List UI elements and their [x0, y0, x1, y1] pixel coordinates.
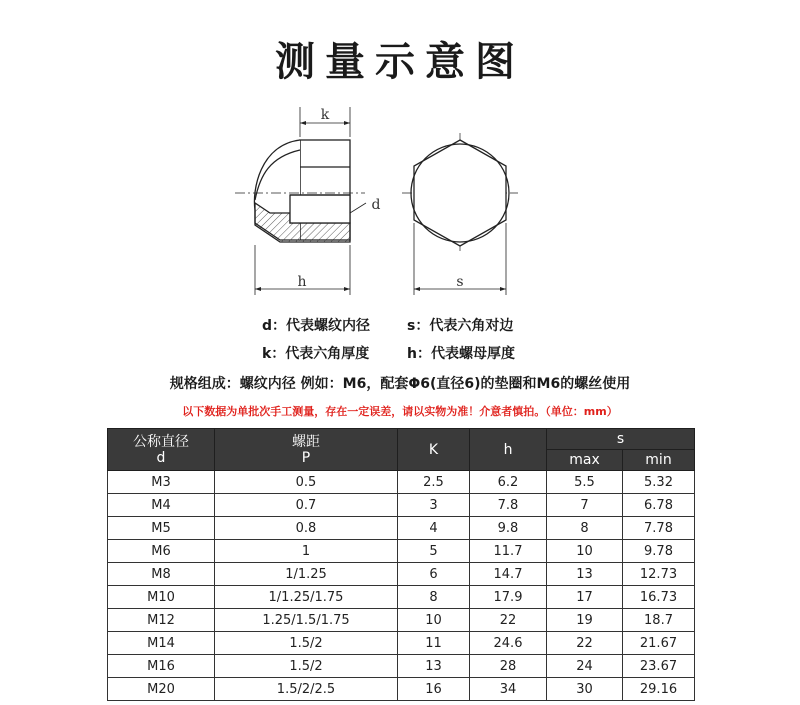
- cell-s-max: 13: [547, 563, 623, 586]
- cell-k: 5: [398, 540, 470, 563]
- table-row: [108, 586, 695, 609]
- cell-s-max: 5.5: [547, 471, 623, 494]
- header-s-max: max: [547, 450, 623, 471]
- cell-k: 2.5: [398, 471, 470, 494]
- table-row: [108, 632, 695, 655]
- table-row: [108, 678, 695, 701]
- cell-k: 11: [398, 632, 470, 655]
- header-p-cn: 螺距: [292, 433, 320, 450]
- cell-h: 9.8: [470, 517, 547, 540]
- cell-s-min: 12.73: [623, 563, 695, 586]
- cell-pitch: 0.7: [215, 494, 398, 517]
- cell-diameter: M3: [108, 471, 215, 494]
- cell-s-min: 6.78: [623, 494, 695, 517]
- cell-s-max: 17: [547, 586, 623, 609]
- cell-pitch: 1.5/2: [215, 632, 398, 655]
- cell-s-min: 23.67: [623, 655, 695, 678]
- cell-pitch: 1.5/2: [215, 655, 398, 678]
- cell-s-min: 29.16: [623, 678, 695, 701]
- dim-k-label: k: [320, 107, 330, 123]
- header-s-min: min: [623, 450, 695, 471]
- table-row: [108, 563, 695, 586]
- header-d-en: d: [156, 449, 166, 466]
- cell-pitch: 1: [215, 540, 398, 563]
- cell-diameter: M8: [108, 563, 215, 586]
- cell-s-min: 18.7: [623, 609, 695, 632]
- cell-diameter: M16: [108, 655, 215, 678]
- table-row: [108, 494, 695, 517]
- measurement-warning: 以下数据为单批次手工测量，存在一定误差，请以实物为准！介意者慎拍。（单位：mm）: [182, 405, 618, 418]
- cell-k: 16: [398, 678, 470, 701]
- header-d-cn: 公称直径: [133, 433, 189, 450]
- legend-d: d：代表螺纹内径: [262, 318, 371, 334]
- dim-d-label: d: [371, 197, 381, 213]
- spec-composition-note: 规格组成：螺纹内径 例如：M6，配套Φ6(直径6)的垫圈和M6的螺丝使用: [169, 376, 631, 392]
- header-k: K: [398, 429, 470, 471]
- cell-diameter: M5: [108, 517, 215, 540]
- cell-h: 34: [470, 678, 547, 701]
- cell-diameter: M10: [108, 586, 215, 609]
- cell-k: 6: [398, 563, 470, 586]
- legend-h: h：代表螺母厚度: [407, 346, 515, 362]
- header-pitch: [215, 429, 398, 471]
- front-view: [402, 133, 518, 295]
- cell-s-min: 21.67: [623, 632, 695, 655]
- page-title: 测量示意图: [275, 39, 525, 85]
- cell-k: 8: [398, 586, 470, 609]
- cell-s-max: 7: [547, 494, 623, 517]
- table-row: [108, 609, 695, 632]
- table-row: [108, 540, 695, 563]
- cell-k: 3: [398, 494, 470, 517]
- legend-k: k：代表六角厚度: [262, 346, 370, 362]
- cell-pitch: 0.8: [215, 517, 398, 540]
- cell-pitch: 1/1.25: [215, 563, 398, 586]
- cell-k: 10: [398, 609, 470, 632]
- cell-diameter: M4: [108, 494, 215, 517]
- measurement-drawing: [230, 95, 570, 305]
- header-nominal-diameter: [108, 429, 215, 471]
- cell-pitch: 1.5/2/2.5: [215, 678, 398, 701]
- cell-s-min: 9.78: [623, 540, 695, 563]
- header-p-en: P: [301, 449, 311, 466]
- cell-diameter: M12: [108, 609, 215, 632]
- cell-s-max: 24: [547, 655, 623, 678]
- cell-pitch: 1/1.25/1.75: [215, 586, 398, 609]
- cell-k: 4: [398, 517, 470, 540]
- cell-diameter: M14: [108, 632, 215, 655]
- cell-diameter: M20: [108, 678, 215, 701]
- side-view: [235, 107, 366, 295]
- cell-s-max: 10: [547, 540, 623, 563]
- cell-h: 17.9: [470, 586, 547, 609]
- table-row: [108, 517, 695, 540]
- cell-h: 14.7: [470, 563, 547, 586]
- dim-s-label: s: [456, 274, 464, 290]
- cell-k: 13: [398, 655, 470, 678]
- table-row: [108, 655, 695, 678]
- legend-s: s：代表六角对边: [407, 318, 514, 334]
- cell-s-max: 8: [547, 517, 623, 540]
- cell-s-max: 19: [547, 609, 623, 632]
- header-s: s: [547, 429, 695, 450]
- cell-pitch: 0.5: [215, 471, 398, 494]
- spec-table: [107, 428, 695, 701]
- dim-h-label: h: [297, 274, 307, 290]
- header-h: h: [470, 429, 547, 471]
- table-row: [108, 471, 695, 494]
- cell-s-min: 16.73: [623, 586, 695, 609]
- cell-s-min: 5.32: [623, 471, 695, 494]
- cell-s-max: 22: [547, 632, 623, 655]
- cell-h: 28: [470, 655, 547, 678]
- cell-pitch: 1.25/1.5/1.75: [215, 609, 398, 632]
- cell-s-max: 30: [547, 678, 623, 701]
- cell-diameter: M6: [108, 540, 215, 563]
- cell-s-min: 7.78: [623, 517, 695, 540]
- cell-h: 22: [470, 609, 547, 632]
- cell-h: 24.6: [470, 632, 547, 655]
- cell-h: 6.2: [470, 471, 547, 494]
- cell-h: 11.7: [470, 540, 547, 563]
- cell-h: 7.8: [470, 494, 547, 517]
